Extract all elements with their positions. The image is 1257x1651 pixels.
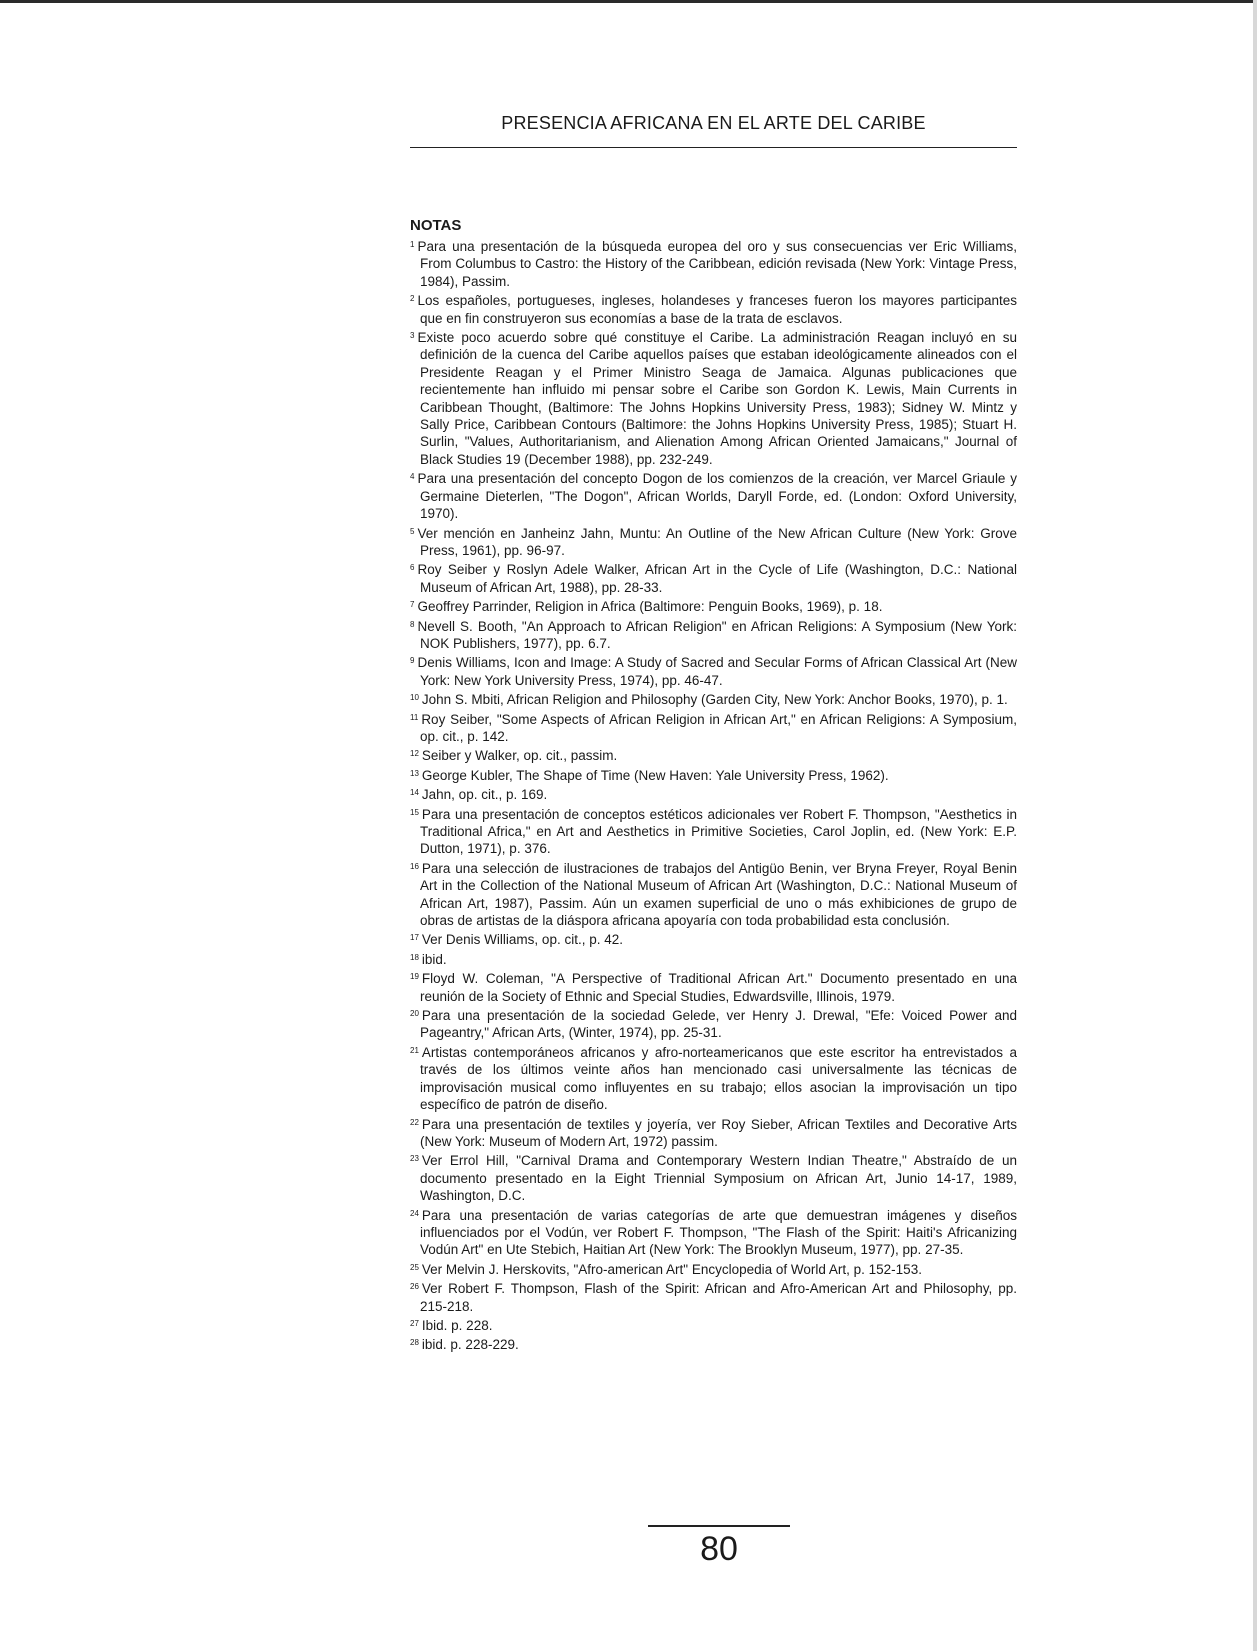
note-3: [410, 327, 1017, 468]
note-text: Existe poco acuerdo sobre qué constituye el Caribe. La administración Reagan incluyó en su definición de la cuenca del Caribe aquellos países que estaban ideológicamente alineados con el Presidente Reagan y el Primer Ministro Seaga de Jamaica. Algunas publicaciones que recientemente han influido mi pensar sobre el Caribe son Gordon K. Lewis, Main Currents in Caribbean Thought, (Baltimore: The Johns Hopkins University Press, 1983); Sidney W. Mintz y Sally Price, Caribbean Contours (Baltimore: the Johns Hopkins University Press, 1985); Stuart H. Surlin, "Values, Authoritarianism, and Alienation Among African Oriented Jamaicans," Journal of Black Studies 19 (December 1988), pp. 232-249.: [417, 330, 1017, 467]
note-text: Geoffrey Parrinder, Religion in Africa (Baltimore: Penguin Books, 1969), p. 18.: [417, 599, 883, 615]
note-7: [410, 596, 1017, 615]
note-21: [410, 1042, 1017, 1114]
note-number: 11: [410, 712, 419, 722]
note-text: Roy Seiber y Roslyn Adele Walker, African Art in the Cycle of Life (Washington, D.C.: National Museum of African Art, 1988), pp. 28-33.: [417, 562, 1017, 595]
note-number: 1: [410, 240, 415, 249]
note-6: [410, 559, 1017, 596]
note-number: 26: [410, 1282, 419, 1292]
scan-edge: [1253, 0, 1257, 1651]
note-number: 15: [410, 807, 419, 817]
note-number: 13: [410, 768, 419, 778]
note-number: 23: [410, 1154, 419, 1164]
note-text: Para una presentación de la búsqueda europea del oro y sus consecuencias ver Eric Williams, From Columbus to Castro: the History of the Caribbean, edición revisada (New York: Vintage Press, 1984), Passim.: [417, 239, 1017, 289]
top-edge-rule: [0, 0, 1257, 3]
note-15: [410, 804, 1017, 858]
note-number: 7: [410, 600, 415, 610]
note-number: 9: [410, 656, 415, 666]
note-number: 12: [410, 749, 419, 759]
note-9: [410, 652, 1017, 689]
note-text: John S. Mbiti, African Religion and Philosophy (Garden City, New York: Anchor Books, 1970), p. 1.: [421, 692, 1008, 708]
note-text: Para una presentación del concepto Dogon de los comienzos de la creación, ver Marcel Griaule y Germaine Dieterlen, "The Dogon", African Worlds, Daryll Forde, ed. (London: Oxford University, 1970).: [417, 471, 1017, 522]
note-number: 10: [410, 693, 419, 703]
note-text: Seiber y Walker, op. cit., passim.: [421, 748, 618, 764]
note-26: [410, 1278, 1017, 1315]
note-text: ibid. p. 228-229.: [421, 1337, 519, 1353]
note-text: Roy Seiber, "Some Aspects of African Religion in African Art," en African Religions: A Symposium, op. cit., p. 142.: [420, 711, 1017, 744]
note-number: 20: [410, 1009, 419, 1019]
note-number: 25: [410, 1262, 419, 1272]
running-head: PRESENCIA AFRICANA EN EL ARTE DEL CARIBE: [501, 113, 926, 133]
note-number: 18: [410, 952, 419, 962]
note-text: Para una presentación de varias categorías de arte que demuestran imágenes y diseños influenciados por el Vodún, ver Robert F. Thompson, "The Flash of the Spirit: Haiti's Africanizing Vodún Art" en Ute Stebich, Haitian Art (New York: The Brooklyn Museum, 1977), pp. 27-35.: [420, 1207, 1017, 1258]
note-text: Ver Errol Hill, "Carnival Drama and Contemporary Western Indian Theatre," Abstraído de un documento presentado en la Eight Triennial Symposium on African Art, Junio 14-17, 1989, Washington, D.C.: [420, 1153, 1017, 1204]
note-5: [410, 523, 1017, 560]
note-2: [410, 290, 1017, 327]
note-22: [410, 1114, 1017, 1151]
note-number: 19: [410, 972, 419, 982]
note-text: Jahn, op. cit., p. 169.: [421, 787, 548, 803]
header-rule: [410, 147, 1017, 148]
notes-section: [410, 217, 1017, 1354]
note-number: 4: [410, 472, 415, 482]
note-8: [410, 616, 1017, 653]
note-number: 8: [410, 619, 415, 629]
page-number: 80: [700, 1530, 738, 1568]
footer-rule: [648, 1525, 790, 1527]
note-number: 21: [410, 1045, 419, 1055]
note-text: Para una presentación de textiles y joyería, ver Roy Sieber, African Textiles and Decorative Arts (New York: Museum of Modern Art, 1972) passim.: [420, 1116, 1017, 1149]
note-12: [410, 745, 1017, 764]
note-number: 2: [410, 294, 415, 304]
note-text: Nevell S. Booth, "An Approach to African Religion" en African Religions: A Symposium (New York: NOK Publishers, 1977), pp. 6.7.: [417, 618, 1017, 651]
note-27: [410, 1315, 1017, 1334]
note-text: Floyd W. Coleman, "A Perspective of Traditional African Art." Documento presentado en una reunión de la Society of Ethnic and Special Studies, Edwardsville, Illinois, 1979.: [420, 971, 1017, 1004]
note-number: 6: [410, 563, 415, 573]
note-number: 3: [410, 331, 415, 341]
note-number: 22: [410, 1117, 419, 1127]
note-text: Ibid. p. 228.: [421, 1317, 493, 1333]
note-25: [410, 1259, 1017, 1278]
note-text: Denis Williams, Icon and Image: A Study of Sacred and Secular Forms of African Classical Art (New York: New York University Press, 1974), pp. 46-47.: [417, 655, 1017, 688]
note-text: Ver Melvin J. Herskovits, "Afro-american Art" Encyclopedia of World Art, p. 152-153.: [421, 1261, 922, 1277]
note-4: [410, 468, 1017, 522]
note-text: ibid.: [421, 951, 447, 967]
note-11: [410, 709, 1017, 746]
note-10: [410, 689, 1017, 708]
note-number: 5: [410, 526, 415, 536]
note-number: 28: [410, 1338, 419, 1348]
note-16: [410, 858, 1017, 930]
note-17: [410, 929, 1017, 948]
note-14: [410, 784, 1017, 803]
note-text: Para una presentación de conceptos estéticos adicionales ver Robert F. Thompson, "Aesthetics in Traditional Africa," en Art and Aesthetics in Primitive Societies, Carol Joplin, ed. (New York: E.P. Dutton, 1971), p. 376.: [420, 806, 1017, 857]
note-18: [410, 949, 1017, 968]
note-23: [410, 1150, 1017, 1204]
note-number: 16: [410, 861, 419, 871]
note-text: Ver mención en Janheinz Jahn, Muntu: An Outline of the New African Culture (New York: Grove Press, 1961), pp. 96-97.: [417, 525, 1017, 558]
note-20: [410, 1005, 1017, 1042]
note-number: 24: [410, 1208, 419, 1218]
notes-heading: NOTAS: [410, 217, 462, 234]
note-19: [410, 968, 1017, 1005]
note-1: [410, 236, 1017, 290]
note-28: [410, 1334, 1017, 1353]
note-text: Para una presentación de la sociedad Gelede, ver Henry J. Drewal, "Efe: Voiced Power and Pageantry," African Arts, (Winter, 1974), pp. 25-31.: [420, 1008, 1017, 1041]
note-text: Artistas contemporáneos africanos y afro-norteamericanos que este escritor ha entrevistados a través de los últimos veinte años han mencionado casi universalmente las técnicas de improvisación musical como influyentes en su trabajo; ellos asocian la improvisación un tipo específico de patrón de diseño.: [420, 1044, 1017, 1113]
note-24: [410, 1205, 1017, 1259]
note-number: 14: [410, 788, 419, 798]
note-text: Ver Robert F. Thompson, Flash of the Spirit: African and Afro-American Art and Philosophy, pp. 215-218.: [420, 1281, 1017, 1314]
note-13: [410, 765, 1017, 784]
note-number: 17: [410, 933, 419, 943]
note-text: Para una selección de ilustraciones de trabajos del Antigüo Benin, ver Bryna Freyer, Royal Benin Art in the Collection of the National Museum of African Art (Washington, D.C.: National Museum of African Art, 1987), Passim. Aún un examen superficial de uno o más exhibiciones de grupo de obras de artistas de la diáspora africana apoyaría con toda probabilidad esta conclusión.: [420, 860, 1017, 929]
note-text: Ver Denis Williams, op. cit., p. 42.: [421, 932, 623, 948]
note-text: George Kubler, The Shape of Time (New Haven: Yale University Press, 1962).: [421, 767, 889, 783]
note-text: Los españoles, portugueses, ingleses, holandeses y franceses fueron los mayores participantes que en fin construyeron sus economías a base de la trata de esclavos.: [417, 293, 1017, 326]
note-number: 27: [410, 1318, 419, 1328]
